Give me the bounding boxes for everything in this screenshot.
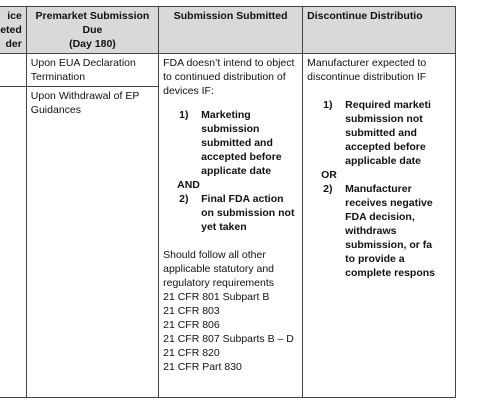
list-item-number: 2) (179, 193, 189, 205)
list-item-line: submission not (345, 113, 423, 125)
header-submission-submitted (159, 7, 303, 54)
table-cell-eua-termination: Upon EUA Declaration Termination (26, 54, 158, 87)
header-discontinue-distribution (303, 7, 456, 54)
table-cell-ep-withdrawal: Upon Withdrawal of EP Guidances (26, 87, 158, 398)
list-item-number: 1) (323, 99, 333, 111)
list-item (323, 182, 451, 280)
cfr-reference: 21 CFR 801 Subpart B (163, 291, 270, 303)
guidance-table (0, 6, 456, 398)
table-cell-submission-submitted (159, 54, 303, 398)
cfr-reference: 21 CFR 820 (163, 347, 220, 359)
discontinue-conditions-list-2 (307, 182, 451, 280)
cfr-reference: 21 CFR 803 (163, 305, 220, 317)
submitted-intro: FDA doesn’t intend to object to continued distribution of devices IF: (163, 57, 295, 97)
header-col2-line1: Premarket Submission Due (35, 10, 150, 36)
list-item-text: Final FDA action on submission not yet taken (201, 193, 295, 233)
list-item (179, 108, 298, 178)
header-col3-text: Submission Submitted (173, 10, 288, 22)
list-item-line: accepted before (345, 141, 426, 153)
list-item-line: submitted and (345, 127, 417, 139)
header-premarket-submission-due (26, 7, 158, 54)
list-item-line: to provide a (345, 253, 405, 265)
list-item-line: FDA decision, (345, 211, 415, 223)
header-col1-line: der (5, 38, 22, 50)
list-item-line: Manufacturer (345, 183, 412, 195)
list-item-text: Marketing submission submitted and accepted before applicate date (201, 109, 282, 177)
connector-or: OR (321, 169, 337, 181)
header-col1-line: eted (0, 24, 22, 36)
list-item (179, 192, 298, 234)
header-row (0, 7, 456, 54)
header-col2-line2: (Day 180) (69, 38, 116, 50)
header-col-device-listed (0, 7, 26, 54)
table-row-eua-termination (0, 54, 456, 87)
discontinue-conditions-list (307, 98, 451, 168)
header-col4-text: Discontinue Distributio (307, 10, 423, 22)
list-item-line: complete respons (345, 267, 436, 279)
header-col1-line: ice (7, 10, 22, 22)
list-item-number: 2) (323, 183, 333, 195)
table-cell (0, 87, 26, 398)
discontinue-intro-line: Manufacturer expected to (307, 57, 427, 69)
follow-requirements-text: Should follow all other applicable statutory and regulatory requirements (163, 249, 275, 289)
table-cell (0, 54, 26, 87)
list-item (323, 98, 451, 168)
list-item-line: withdraws (345, 225, 397, 237)
list-item-line: receives negative (345, 197, 433, 209)
list-item-line: submission, or fa (345, 239, 433, 251)
cfr-reference: 21 CFR 806 (163, 319, 220, 331)
list-item-number: 1) (179, 109, 189, 121)
submitted-conditions-list-2 (163, 192, 298, 234)
table-cell-discontinue-distribution (303, 54, 456, 398)
connector-and: AND (177, 179, 200, 191)
list-item-line: applicable date (345, 155, 421, 167)
cfr-reference: 21 CFR Part 830 (163, 361, 242, 373)
list-item-line: Required marketi (345, 99, 431, 111)
discontinue-intro-line: discontinue distribution IF (307, 71, 427, 83)
submitted-conditions-list (163, 108, 298, 178)
cfr-reference: 21 CFR 807 Subparts B – D (163, 333, 294, 345)
